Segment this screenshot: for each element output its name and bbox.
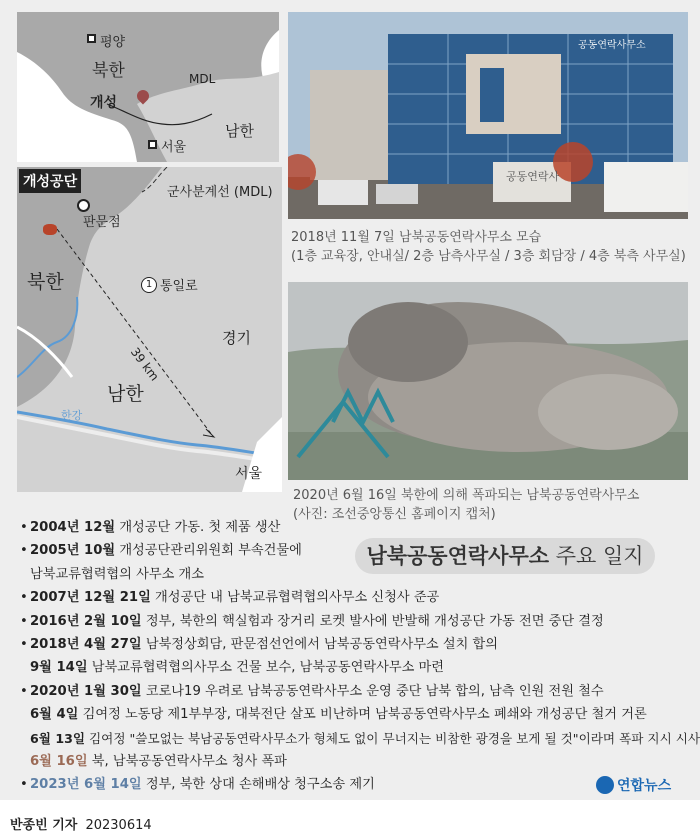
- office-building-photo: [288, 12, 688, 219]
- timeline-date: 6월 4일: [30, 707, 79, 723]
- main-map: [17, 167, 282, 492]
- han-river-label: 한강: [61, 409, 83, 422]
- timeline-item: [20, 703, 680, 726]
- inset-seoul-label: 서울: [161, 140, 187, 155]
- photo1-caption-line1: 2018년 11월 7일 남북공동연락사무소 모습: [291, 230, 542, 245]
- timeline-date: 9월 14일: [30, 660, 88, 676]
- mdl-legend-label: 군사분계선 (MDL): [167, 185, 273, 200]
- timeline-date: 2020년 1월 30일: [30, 683, 142, 699]
- timeline-date: 2005년 10월: [30, 543, 116, 559]
- yonhap-logo: [596, 774, 671, 796]
- timeline-text: 정부, 북한 상대 손해배상 청구소송 제기: [141, 777, 375, 793]
- distance-label: 39 km: [127, 345, 162, 384]
- inset-north-korea-label: 북한: [92, 61, 125, 81]
- inset-map: [17, 12, 279, 162]
- timeline-date: 2016년 2월 10일: [30, 613, 142, 629]
- inset-seoul-marker: [148, 140, 157, 149]
- timeline-date: 2018년 4월 27일: [30, 636, 142, 652]
- timeline-title-rest: 주요 일지: [549, 544, 644, 568]
- panmunjom-label: 판문점: [83, 215, 121, 230]
- timeline-text: 남북정상회담, 판문점선언에서 남북공동연락사무소 설치 합의: [141, 636, 499, 652]
- complex-marker: [43, 224, 57, 235]
- building-sign-top: 공동연락사무소: [578, 40, 646, 51]
- main-north-korea-label: 북한: [27, 271, 64, 293]
- inset-kaesong-label: 개성: [90, 95, 118, 111]
- credit: [10, 814, 152, 833]
- building-sign-entrance: 공동연락사: [506, 170, 560, 183]
- credit-name: 반종빈 기자: [10, 818, 78, 833]
- timeline-item: • 2020년 1월 30일 코로나19 우려로 남북공동연락사무소 운영 중단 남북 합의, 남측 인원 전원 철수: [20, 683, 604, 699]
- demolition-photo: [288, 282, 688, 480]
- main-seoul-label: 서울: [235, 466, 263, 482]
- road-number-icon: 1: [141, 277, 157, 293]
- timeline-item: [20, 563, 680, 586]
- timeline-item: • 2004년 12월 개성공단 가동. 첫 제품 생산: [20, 520, 281, 535]
- timeline: [20, 516, 700, 797]
- timeline-text: 정부, 북한의 핵실험과 장거리 로켓 발사에 반발해 개성공단 가동 전면 중단 결정: [141, 613, 604, 629]
- timeline-date: 6월 13일: [30, 730, 86, 746]
- photo2-caption-line1: 2020년 6월 16일 북한에 의해 폭파되는 남북공동연락사무소: [293, 488, 640, 503]
- inset-pyongyang-marker: [87, 34, 96, 43]
- road-label: 통일로: [160, 279, 198, 294]
- inset-pyongyang-label: 평양: [100, 35, 126, 50]
- timeline-date: 2004년 12월: [30, 520, 116, 535]
- gyeonggi-label: 경기: [222, 329, 251, 347]
- timeline-date-highlight: 2023년 6월 14일: [30, 777, 142, 793]
- timeline-item: • 2007년 12월 21일 개성공단 내 남북교류협력협의사무소 신청사 준공: [20, 590, 440, 606]
- timeline-text: 김여정 노동당 제1부부장, 대북전단 살포 비난하며 남북공동연락사무소 폐쇄와 개성공단 철거 거론: [78, 707, 647, 723]
- timeline-item: • 2023년 6월 14일 정부, 북한 상대 손해배상 청구소송 제기: [20, 777, 375, 793]
- main-south-korea-label: 남한: [107, 383, 144, 405]
- timeline-item: [20, 656, 680, 679]
- timeline-item: [20, 727, 700, 750]
- inset-mdl-label: MDL: [189, 72, 216, 86]
- photo1-caption-line2: (1층 교육장, 안내실/ 2층 남측사무실 / 3층 회담장 / 4층 북측 사무실): [291, 249, 686, 264]
- timeline-text: 남북교류협력협의 사무소 개소: [30, 566, 204, 582]
- timeline-text: 개성공단 내 남북교류협력협의사무소 신청사 준공: [150, 590, 440, 606]
- timeline-text: 코로나19 우려로 남북공동연락사무소 운영 중단 남북 합의, 남측 인원 전원 철수: [141, 683, 604, 699]
- timeline-date: 2007년 12월 21일: [30, 590, 151, 606]
- complex-label: 개성공단: [19, 169, 81, 193]
- timeline-item: • 2018년 4월 27일 남북정상회담, 판문점선언에서 남북공동연락사무소 설치 합의: [20, 636, 499, 652]
- timeline-item: [20, 750, 680, 773]
- timeline-text: 북, 남북공동연락사무소 청사 폭파: [87, 753, 287, 769]
- yonhap-logo-icon: [596, 776, 614, 794]
- timeline-text: 남북교류협력협의사무소 건물 보수, 남북공동연락사무소 마련: [87, 660, 444, 676]
- timeline-item: • 2016년 2월 10일 정부, 북한의 핵실험과 장거리 로켓 발사에 반발해 개성공단 가동 전면 중단 결정: [20, 613, 604, 629]
- photo2-caption-line2: (사진: 조선중앙통신 홈페이지 캡처): [293, 507, 496, 522]
- timeline-title-bold: 남북공동연락사무소: [366, 544, 550, 568]
- timeline-text: 김여정 "쓸모없는 북남공동연락사무소가 형체도 없이 무너지는 비참한 광경을 보게 될 것"이라며 폭파 지시 시사: [85, 730, 700, 746]
- timeline-text: 개성공단관리위원회 부속건물에: [115, 543, 302, 559]
- timeline-date-highlight: 6월 16일: [30, 753, 88, 769]
- yonhap-logo-text: 연합뉴스: [617, 778, 672, 794]
- timeline-item: • 2005년 10월 개성공단관리위원회 부속건물에: [20, 543, 302, 559]
- credit-date: 20230614: [85, 818, 152, 833]
- demolition-illustration: [288, 282, 688, 480]
- timeline-text: 개성공단 가동. 첫 제품 생산: [115, 520, 281, 535]
- inset-south-korea-label: 남한: [225, 122, 254, 140]
